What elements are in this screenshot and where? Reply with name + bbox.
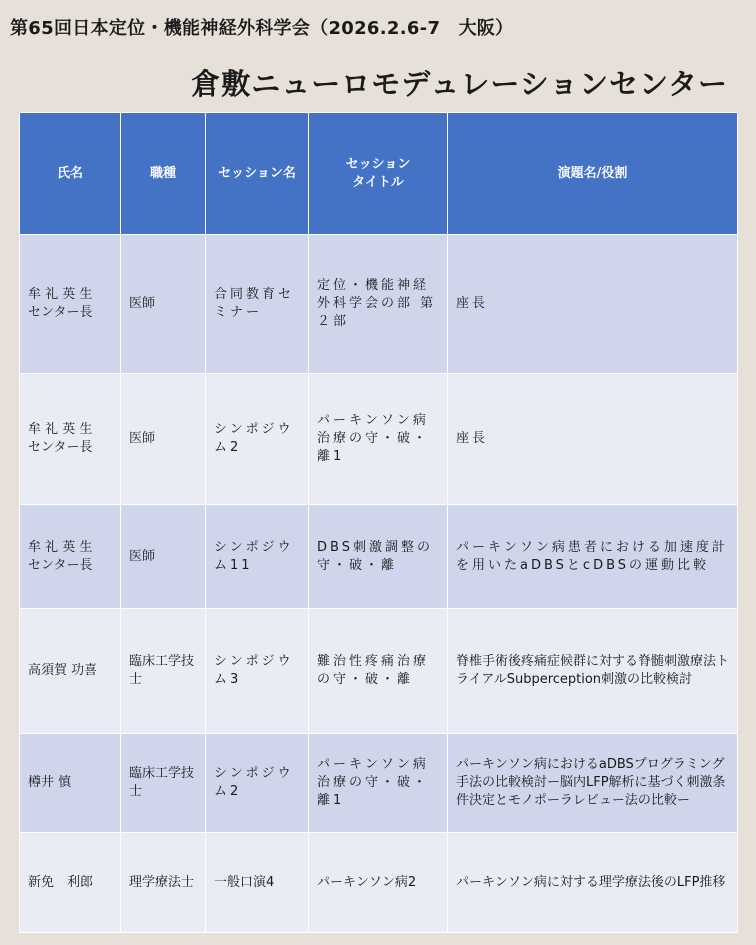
table-header-row <box>20 113 738 235</box>
cell-role: パーキンソン病患者における加速度計を用いたaDBSとcDBSの運動比較 <box>448 505 738 609</box>
cell-name: 高須賀 功喜 <box>20 609 121 734</box>
cell-name: 新免 利郎 <box>20 833 121 933</box>
cell-job: 臨床工学技士 <box>121 734 206 833</box>
conference-title: 第65回日本定位・機能神経外科学会（2026.2.6-7 大阪） <box>10 18 514 39</box>
table-row <box>20 505 738 609</box>
column-header-name: 氏名 <box>20 113 121 235</box>
cell-name: 牟 礼 英 生 センター長 <box>20 505 121 609</box>
cell-session: 一般口演4 <box>206 833 309 933</box>
cell-name: 牟 礼 英 生 センター長 <box>20 374 121 505</box>
cell-role: 座長 <box>448 374 738 505</box>
cell-session: 合同教育セミナー <box>206 235 309 374</box>
presentation-table <box>19 112 738 933</box>
cell-session-title: 難治性疼痛治療の守・破・離 <box>309 609 448 734</box>
cell-role: 座長 <box>448 235 738 374</box>
cell-name: 牟 礼 英 生 センター長 <box>20 235 121 374</box>
table-row <box>20 734 738 833</box>
cell-job: 理学療法士 <box>121 833 206 933</box>
cell-job: 臨床工学技士 <box>121 609 206 734</box>
cell-session-title: DBS刺激調整の守・破・離 <box>309 505 448 609</box>
table-row <box>20 833 738 933</box>
cell-job: 医師 <box>121 235 206 374</box>
center-name: 倉敷ニューロモデュレーションセンター <box>191 67 728 101</box>
cell-job: 医師 <box>121 374 206 505</box>
cell-session-title: パーキンソン病治療の守・破・離1 <box>309 374 448 505</box>
cell-session: シンポジウム3 <box>206 609 309 734</box>
column-header-session: セッション名 <box>206 113 309 235</box>
cell-session-title: パーキンソン病2 <box>309 833 448 933</box>
cell-session: シンポジウム11 <box>206 505 309 609</box>
cell-role: パーキンソン病に対する理学療法後のLFP推移 <box>448 833 738 933</box>
cell-role: パーキンソン病におけるaDBSプログラミング手法の比較検討ー脳内LFP解析に基づく刺激条件決定とモノポーラレビュー法の比較ー <box>448 734 738 833</box>
table-row <box>20 374 738 505</box>
cell-session-title: パーキンソン病治療の守・破・離1 <box>309 734 448 833</box>
cell-session: シンポジウム2 <box>206 734 309 833</box>
column-header-job: 職種 <box>121 113 206 235</box>
cell-session: シンポジウム2 <box>206 374 309 505</box>
cell-session-title: 定位・機能神経外科学会の部 第２部 <box>309 235 448 374</box>
cell-job: 医師 <box>121 505 206 609</box>
column-header-session-title: セッション タイトル <box>309 113 448 235</box>
column-header-role: 演題名/役割 <box>448 113 738 235</box>
cell-name: 樽井 慎 <box>20 734 121 833</box>
table-row <box>20 609 738 734</box>
cell-role: 脊椎手術後疼痛症候群に対する脊髄刺激療法トライアルSubperception刺激の比較検討 <box>448 609 738 734</box>
table-row <box>20 235 738 374</box>
